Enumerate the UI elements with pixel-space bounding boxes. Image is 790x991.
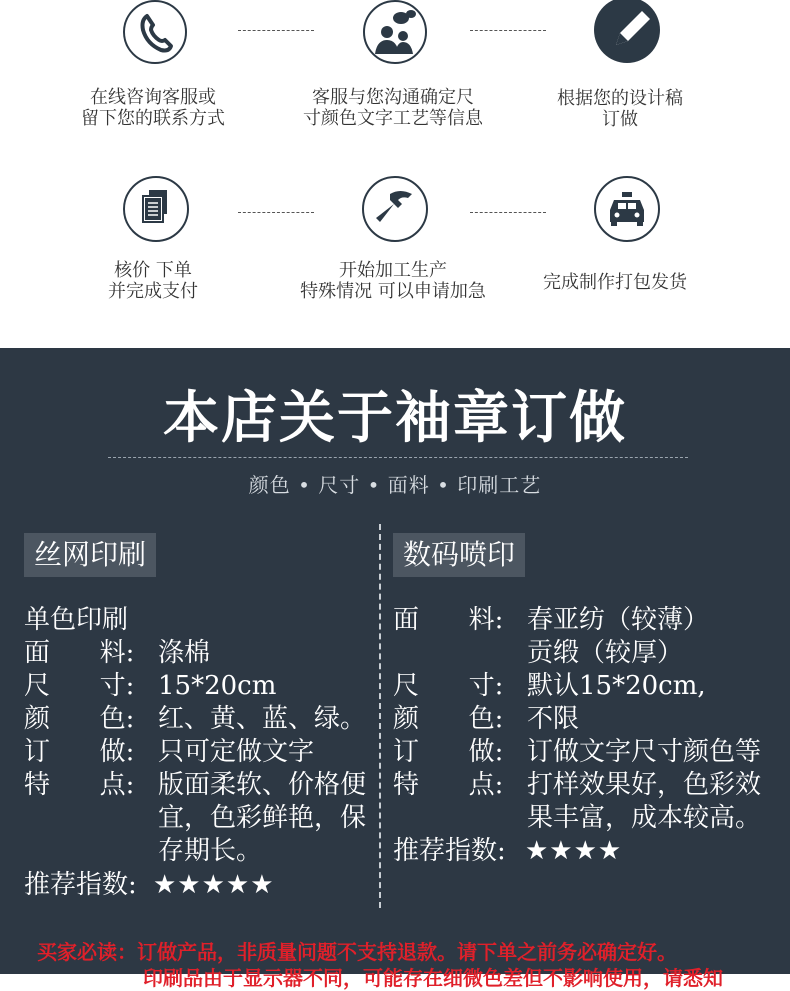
right-row-feature-value: 打样效果好，色彩效: [527, 770, 762, 800]
row-key: 尺 寸:: [24, 671, 135, 701]
left-row-color-value: 红、黄、蓝、绿。: [158, 704, 367, 734]
left-intro: 单色印刷: [24, 605, 129, 635]
right-row-feature-value-2: 果丰富，成本较高。: [527, 803, 762, 833]
right-row-material: [393, 604, 503, 637]
digital-print-badge: 数码喷印: [393, 533, 525, 577]
process-section: [0, 0, 790, 348]
step-connector: [238, 30, 314, 31]
people-chat-icon: [363, 0, 427, 64]
title-divider: [108, 457, 688, 458]
left-row-feature-value-2: 宜，色彩鲜艳，保: [158, 803, 367, 833]
left-row-feature-value-3: 存期长。: [158, 836, 263, 866]
right-rating-stars: ★★★★: [525, 836, 623, 866]
left-row-material: [24, 637, 134, 670]
row-key: 面 料:: [393, 605, 504, 635]
left-row-custom-value: 只可定做文字: [158, 737, 315, 767]
left-row-custom: [24, 736, 134, 769]
row-key: 尺 寸:: [393, 671, 504, 701]
left-row-size: [24, 670, 134, 703]
step-3-text: 根据您的设计稿 订做: [557, 88, 683, 130]
phone-icon: [123, 0, 187, 64]
row-key: 颜 色:: [393, 704, 504, 734]
design-pencil-icon: [594, 0, 660, 63]
right-row-color-value: 不限: [527, 704, 580, 734]
step-5-text: 开始加工生产 特殊情况 可以申请加急: [300, 260, 486, 302]
row-key: 面 料:: [24, 638, 135, 668]
step-6-text: 完成制作打包发货: [543, 272, 687, 293]
right-row-custom: [393, 736, 503, 769]
right-row-custom-value: 订做文字尺寸颜色等: [527, 737, 762, 767]
right-row-size-value: 默认15*20cm,: [527, 671, 706, 701]
row-key: 颜 色:: [24, 704, 135, 734]
taxi-icon: [594, 176, 660, 242]
row-key: 订 做:: [24, 737, 135, 767]
panel-divider: [379, 524, 381, 908]
right-row-size: [393, 670, 503, 703]
step-1-text: 在线咨询客服或 留下您的联系方式: [81, 87, 225, 129]
hammer-icon: [362, 176, 428, 242]
step-connector: [238, 212, 314, 213]
right-row-material-value-2: 贡缎（较厚）: [527, 638, 684, 668]
documents-icon: [123, 176, 189, 242]
buyer-notice-line-1: 买家必读：订做产品，非质量问题不支持退款。请下单之前务必确定好。: [37, 940, 677, 964]
right-row-color: [393, 703, 503, 736]
right-row-material-value: 春亚纺（较薄）: [527, 605, 710, 635]
step-connector: [470, 30, 546, 31]
step-2-text: 客服与您沟通确定尺 寸颜色文字工艺等信息: [303, 87, 483, 129]
row-key: 订 做:: [393, 737, 504, 767]
step-4-text: 核价 下单 并完成支付: [108, 260, 198, 302]
left-rating-stars: ★★★★★: [153, 870, 275, 900]
row-key: 特 点:: [24, 770, 135, 800]
screen-print-badge: 丝网印刷: [24, 533, 156, 577]
section-subtitle: 颜色 • 尺寸 • 面料 • 印刷工艺: [248, 473, 542, 497]
left-rating-label: 推荐指数:: [24, 870, 137, 900]
buyer-notice-line-2: 印刷品由于显示器不同，可能存在细微色差但不影响使用，请悉知: [143, 966, 723, 990]
armband-info-section: [0, 348, 790, 990]
left-row-material-value: 涤棉: [158, 638, 211, 668]
left-row-feature: [24, 769, 134, 802]
left-row-feature-value: 版面柔软、价格便: [158, 770, 367, 800]
step-connector: [470, 212, 546, 213]
left-row-color: [24, 703, 134, 736]
right-rating-label: 推荐指数:: [393, 836, 506, 866]
right-row-feature: [393, 769, 503, 802]
left-row-size-value: 15*20cm: [158, 671, 277, 701]
section-title: 本店关于袖章订做: [163, 385, 627, 451]
row-key: 特 点:: [393, 770, 504, 800]
